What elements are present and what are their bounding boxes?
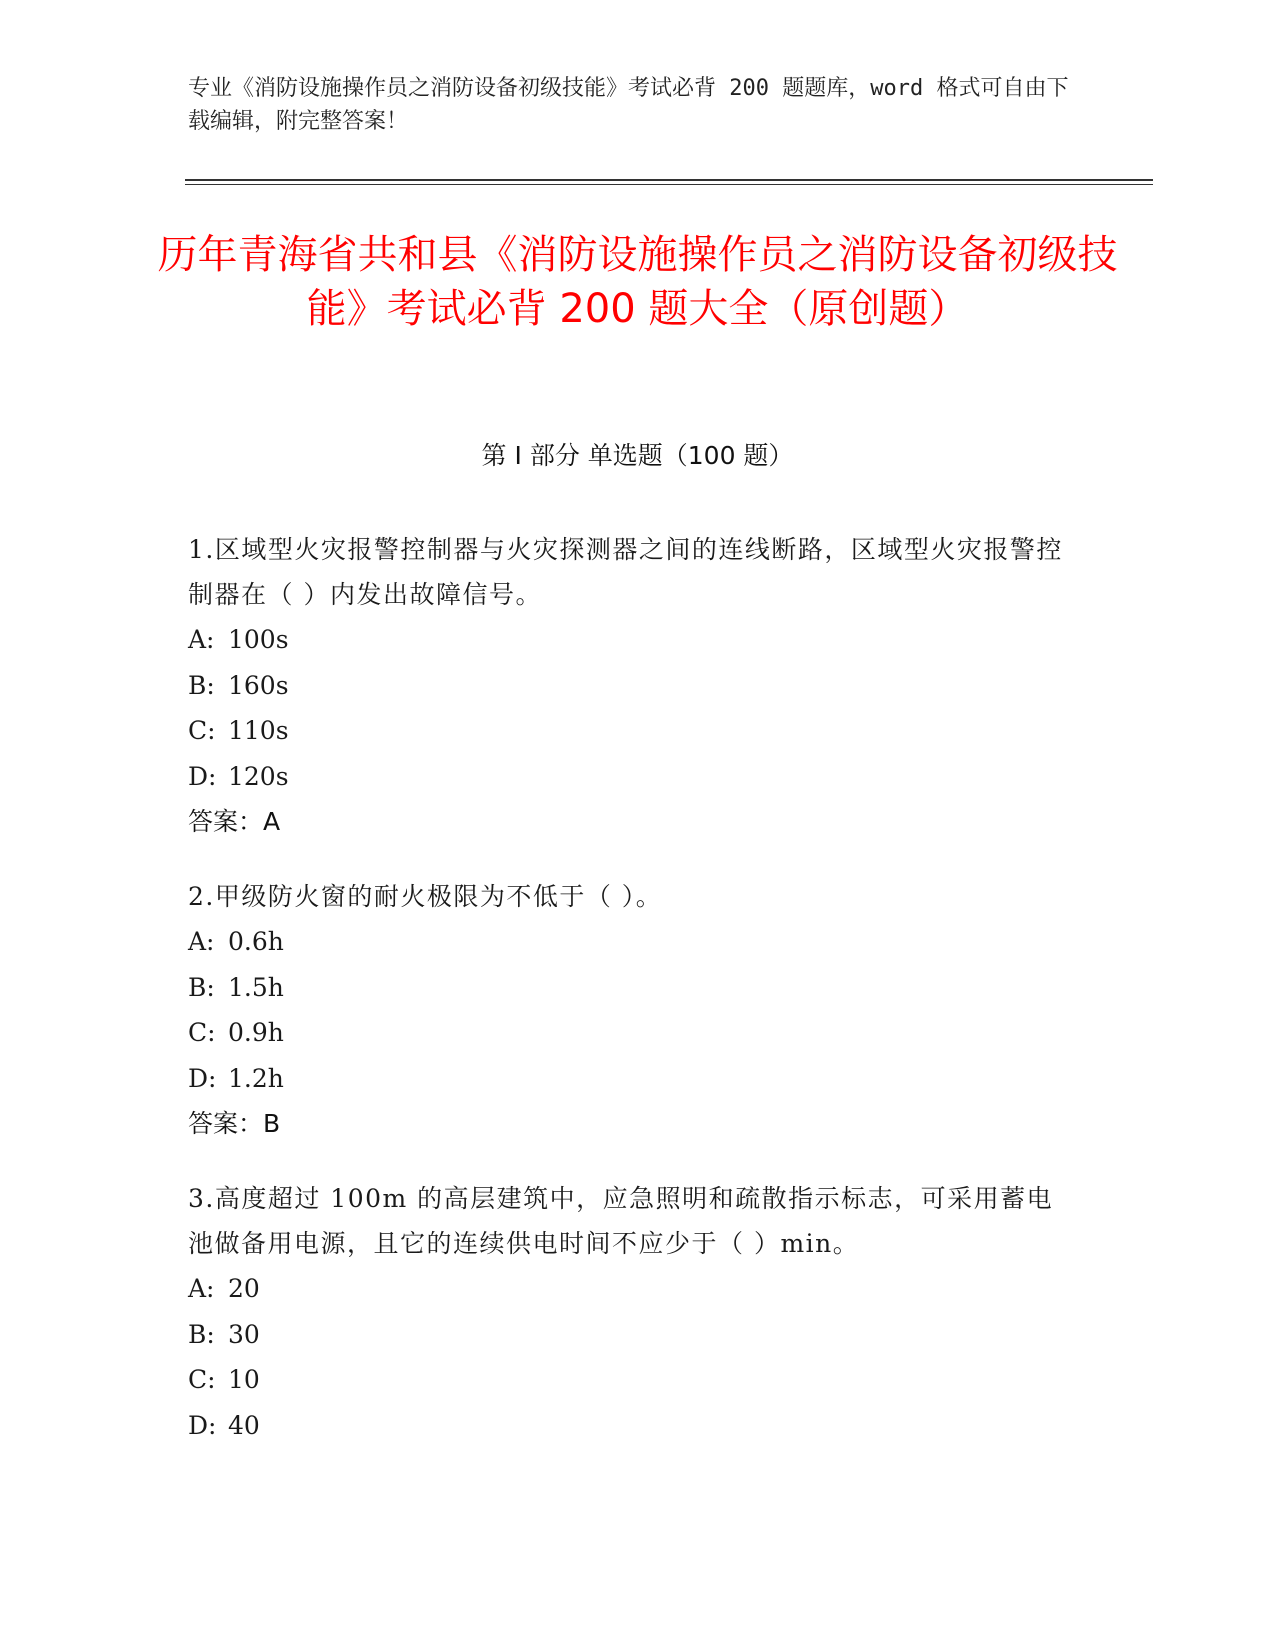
option-letter: C: [188,1018,216,1047]
option-a [188,919,1073,965]
option-letter: A: [188,625,215,654]
option-letter: B: [188,972,215,1002]
option-text: 1.2h [228,1063,284,1093]
option-letter: B: [188,670,215,700]
option-a [188,1266,1073,1312]
header-divider-thin [185,184,1153,185]
option-b [188,1312,1073,1358]
option-letter: C: [188,1365,216,1394]
option-letter: A: [188,1274,215,1303]
option-letter: B: [188,1319,215,1349]
question-1 [188,527,1073,844]
question-stem: 3.高度超过 100m 的高层建筑中，应急照明和疏散指示标志，可采用蓄电池做备用电源，且它的连续供电时间不应少于（ ）min。 [188,1184,1054,1258]
option-text: 0.6h [228,927,284,956]
option-text: 40 [228,1410,260,1440]
option-letter: D: [188,1410,217,1440]
answer-label: 答案：A [188,807,281,836]
header-divider-thick [185,179,1153,181]
section-title: 第 I 部分 单选题（100 题） [481,441,794,470]
option-b [188,663,1073,709]
question-stem: 1.区域型火灾报警控制器与火灾探测器之间的连线断路，区域型火灾报警控制器在（ ）内发出故障信号。 [188,535,1063,609]
option-text: 0.9h [228,1018,284,1047]
option-c [188,1010,1073,1056]
option-text: 110s [228,716,289,745]
question-3 [188,1176,1073,1448]
option-a [188,617,1073,663]
option-text: 160s [228,670,289,700]
option-d [188,1403,1073,1449]
question-2 [188,874,1073,1146]
answer-label: 答案：B [188,1109,281,1138]
option-b [188,965,1073,1011]
option-text: 20 [228,1274,260,1303]
option-text: 10 [228,1365,260,1394]
option-d [188,754,1073,800]
question-list [188,527,1073,1478]
option-d [188,1056,1073,1102]
option-letter: A: [188,927,215,956]
option-text: 30 [228,1319,260,1349]
option-letter: D: [188,761,217,791]
question-stem: 2.甲级防火窗的耐火极限为不低于（ ）。 [188,882,663,911]
option-c [188,1357,1073,1403]
option-letter: C: [188,716,216,745]
document-title: 历年青海省共和县《消防设施操作员之消防设备初级技能》考试必背 200 题大全（原创题） [157,232,1118,332]
option-text: 120s [228,761,289,791]
header-note: 专业《消防设施操作员之消防设备初级技能》考试必背 200 题题库，word 格式可自由下载编辑，附完整答案！ [188,76,1069,134]
option-text: 1.5h [228,972,284,1002]
option-c [188,708,1073,754]
option-text: 100s [228,625,289,654]
option-letter: D: [188,1063,217,1093]
